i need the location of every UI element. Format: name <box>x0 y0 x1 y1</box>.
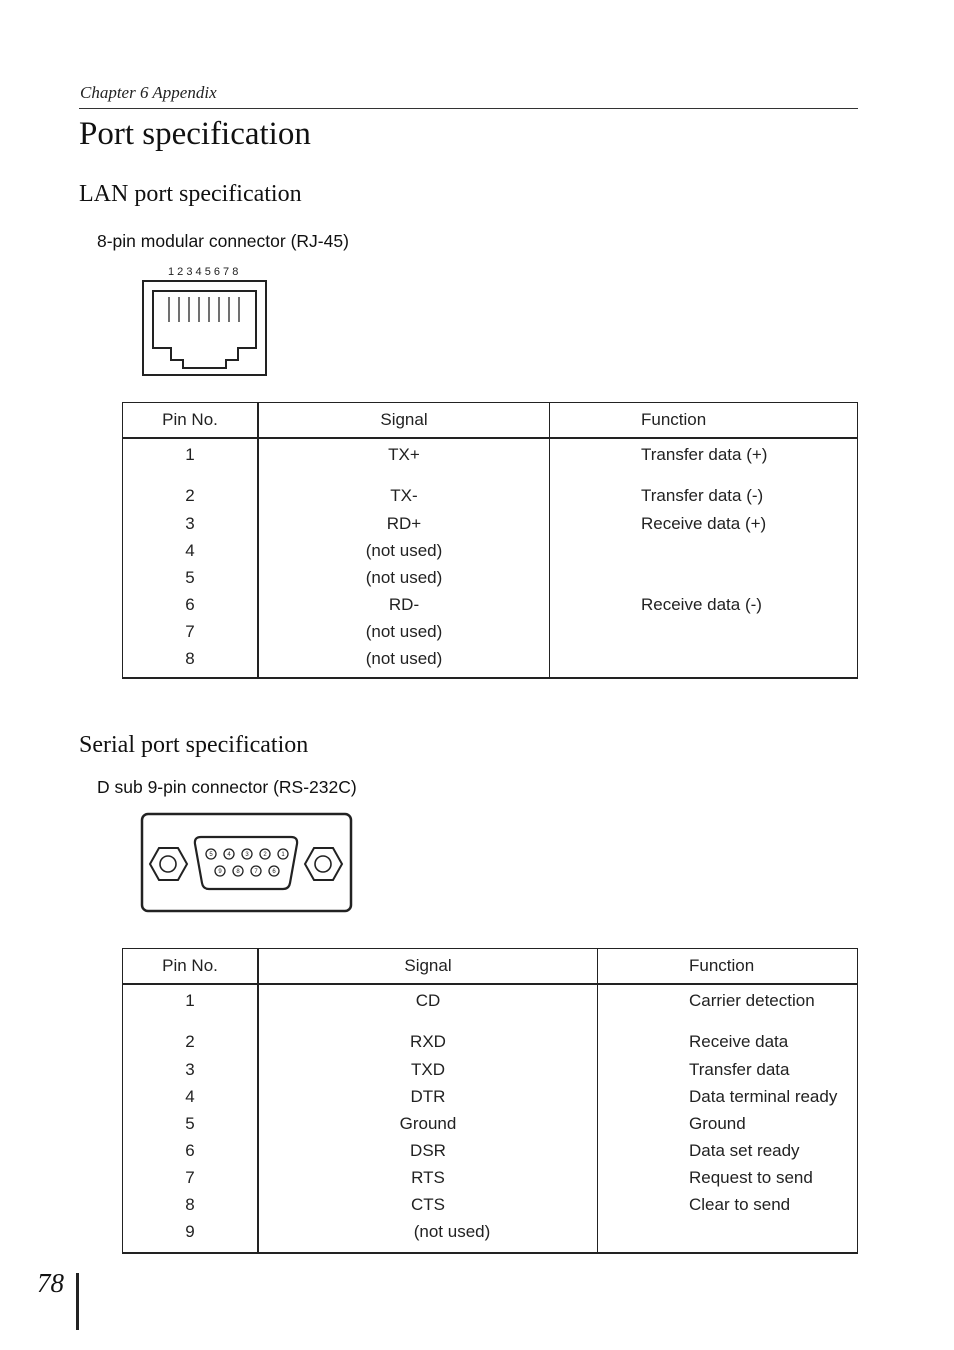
function-cell: Request to send <box>689 1167 813 1187</box>
function-cell <box>550 537 858 564</box>
table-row <box>123 1083 858 1110</box>
signal-cell: RTS <box>258 1164 598 1191</box>
col-signal: Signal <box>258 949 598 985</box>
function-cell: Ground <box>689 1113 746 1133</box>
rj45-connector-diagram <box>140 278 270 378</box>
dsub-pin-label: 8 <box>236 869 240 875</box>
table-row <box>123 1137 858 1164</box>
col-function: Function <box>550 403 858 439</box>
table-row <box>123 564 858 591</box>
dsub-pin-label: 1 <box>281 852 285 858</box>
dsub9-connector-diagram <box>138 810 356 916</box>
function-cell <box>598 1218 858 1253</box>
signal-cell: Ground <box>258 1110 598 1137</box>
pin-cell: 7 <box>123 618 259 645</box>
pin-cell: 2 <box>123 482 259 510</box>
signal-cell: DSR <box>258 1137 598 1164</box>
table-row <box>123 537 858 564</box>
function-cell: Data set ready <box>689 1140 800 1160</box>
signal-cell: CTS <box>258 1191 598 1218</box>
header-rule <box>79 108 858 109</box>
signal-cell: (not used) <box>258 1218 598 1253</box>
function-cell: Clear to send <box>689 1194 791 1214</box>
signal-cell: (not used) <box>258 564 550 591</box>
pin-cell: 8 <box>123 1191 259 1218</box>
function-cell <box>550 645 858 678</box>
function-cell <box>550 618 858 645</box>
signal-cell: TX- <box>258 482 550 510</box>
pin-cell: 5 <box>123 564 259 591</box>
table-header-row <box>123 949 858 985</box>
signal-cell: RD- <box>258 591 550 618</box>
pin-cell: 5 <box>123 1110 259 1137</box>
function-cell: Receive data <box>689 1032 789 1051</box>
signal-cell: (not used) <box>258 618 550 645</box>
table-row <box>123 1056 858 1083</box>
lan-connector-label: 8-pin modular connector (RJ-45) <box>97 231 349 251</box>
pin-cell: 3 <box>123 1056 259 1083</box>
serial-spec-table <box>122 948 858 1254</box>
dsub-pin-label: 6 <box>272 869 276 875</box>
col-pin-no: Pin No. <box>123 403 259 439</box>
pin-cell: 6 <box>123 591 259 618</box>
table-header-row <box>123 403 858 439</box>
col-function: Function <box>598 949 858 985</box>
dsub-pin-label: 4 <box>227 852 231 858</box>
dsub-pin-label: 9 <box>218 869 222 875</box>
signal-cell: RXD <box>258 1028 598 1056</box>
pin-cell: 4 <box>123 537 259 564</box>
dsub-pin-label: 7 <box>254 869 258 875</box>
page-title: Port specification <box>79 116 311 152</box>
table-row <box>123 1191 858 1218</box>
dsub-pin-label: 2 <box>263 852 267 858</box>
signal-cell: DTR <box>258 1083 598 1110</box>
pin-cell: 7 <box>123 1164 259 1191</box>
pin-cell: 1 <box>123 984 259 1028</box>
pin-cell: 9 <box>123 1218 259 1253</box>
lan-spec-table <box>122 402 858 679</box>
col-signal: Signal <box>258 403 550 439</box>
table-row <box>123 1110 858 1137</box>
dsub-pin-label: 5 <box>209 852 213 858</box>
table-row <box>123 482 858 510</box>
function-cell: Carrier detection <box>689 991 815 1010</box>
lan-heading: LAN port specification <box>79 181 302 207</box>
dsub-pin-label: 3 <box>245 852 249 858</box>
page-number: 78 <box>37 1268 64 1298</box>
function-cell <box>550 564 858 591</box>
table-row <box>123 618 858 645</box>
function-cell: Transfer data (-) <box>641 486 764 505</box>
function-cell: Transfer data (+) <box>641 445 768 464</box>
function-cell: Receive data (-) <box>641 594 762 614</box>
pin-cell: 2 <box>123 1028 259 1056</box>
signal-cell: (not used) <box>258 645 550 678</box>
serial-heading: Serial port specification <box>79 732 309 758</box>
table-row <box>123 510 858 537</box>
table-row <box>123 1164 858 1191</box>
signal-cell: TX+ <box>258 438 550 482</box>
function-cell: Transfer data <box>689 1059 790 1079</box>
col-pin-no: Pin No. <box>123 949 259 985</box>
signal-cell: CD <box>258 984 598 1028</box>
function-cell: Data terminal ready <box>689 1086 838 1106</box>
page-number-bar <box>76 1273 79 1330</box>
table-row <box>123 438 858 482</box>
signal-cell: TXD <box>258 1056 598 1083</box>
table-row <box>123 1028 858 1056</box>
table-row <box>123 1218 858 1253</box>
pin-cell: 3 <box>123 510 259 537</box>
table-row <box>123 984 858 1028</box>
chapter-label: Chapter 6 Appendix <box>80 83 217 102</box>
serial-connector-label: D sub 9-pin connector (RS-232C) <box>97 777 357 797</box>
signal-cell: (not used) <box>258 537 550 564</box>
table-row <box>123 645 858 678</box>
signal-cell: RD+ <box>258 510 550 537</box>
pin-cell: 1 <box>123 438 259 482</box>
pin-cell: 8 <box>123 645 259 678</box>
rj45-pin-numbers: 1 2 3 4 5 6 7 8 <box>168 266 239 278</box>
table-row <box>123 591 858 618</box>
pin-cell: 4 <box>123 1083 259 1110</box>
pin-cell: 6 <box>123 1137 259 1164</box>
function-cell: Receive data (+) <box>641 513 767 533</box>
